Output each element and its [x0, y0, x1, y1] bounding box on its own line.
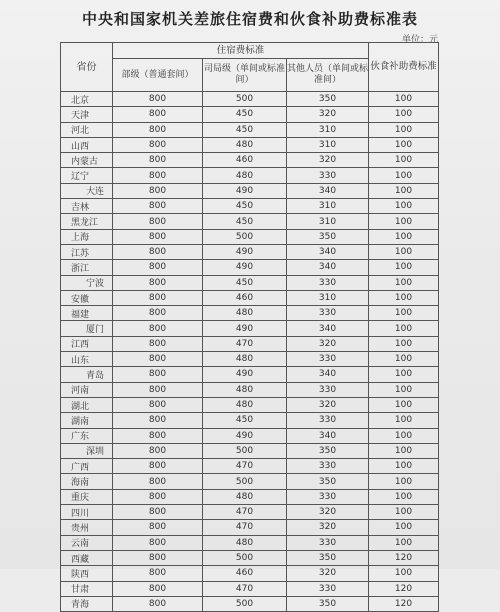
ministerial-rate-cell: 800 — [113, 122, 203, 137]
meal-allowance-cell: 120 — [369, 550, 439, 565]
others-rate-cell: 310 — [287, 137, 369, 152]
table-row — [61, 581, 439, 596]
meal-allowance-cell: 100 — [369, 199, 439, 214]
bureau-rate-cell: 490 — [203, 183, 287, 198]
table-row — [61, 397, 439, 412]
document-title: 中央和国家机关差旅住宿费和伙食补助费标准表 — [81, 10, 418, 28]
province-cell: 陕西 — [61, 566, 113, 581]
table-row — [61, 566, 439, 581]
bureau-rate-cell: 480 — [203, 489, 287, 504]
province-cell: 贵州 — [61, 520, 113, 535]
meal-allowance-cell: 100 — [369, 535, 439, 550]
others-rate-cell: 310 — [287, 214, 369, 229]
ministerial-rate-cell: 800 — [113, 290, 203, 305]
bureau-rate-cell: 500 — [203, 596, 287, 611]
ministerial-rate-cell: 800 — [113, 92, 203, 107]
meal-allowance-cell: 100 — [369, 352, 439, 367]
others-rate-cell: 350 — [287, 443, 369, 458]
bureau-rate-cell: 450 — [203, 275, 287, 290]
ministerial-rate-cell: 800 — [113, 596, 203, 611]
others-rate-cell: 330 — [287, 352, 369, 367]
table-body — [61, 92, 439, 612]
others-rate-cell: 340 — [287, 244, 369, 259]
others-rate-cell: 320 — [287, 336, 369, 351]
province-cell: 深圳 — [61, 443, 113, 458]
meal-allowance-cell: 100 — [369, 153, 439, 168]
others-rate-cell: 340 — [287, 260, 369, 275]
bureau-rate-cell: 450 — [203, 199, 287, 214]
bureau-rate-cell: 470 — [203, 336, 287, 351]
meal-allowance-cell: 120 — [369, 596, 439, 611]
others-rate-cell: 310 — [287, 122, 369, 137]
others-rate-cell: 330 — [287, 382, 369, 397]
ministerial-rate-cell: 800 — [113, 183, 203, 198]
table-row — [61, 550, 439, 565]
table-row — [61, 428, 439, 443]
ministerial-rate-cell: 800 — [113, 336, 203, 351]
meal-allowance-cell: 100 — [369, 367, 439, 382]
table-row — [61, 153, 439, 168]
province-cell: 安徽 — [61, 290, 113, 305]
province-cell: 上海 — [61, 229, 113, 244]
bureau-rate-cell: 490 — [203, 428, 287, 443]
meal-allowance-cell: 100 — [369, 566, 439, 581]
table-row — [61, 107, 439, 122]
province-cell: 辽宁 — [61, 168, 113, 183]
ministerial-rate-cell: 800 — [113, 382, 203, 397]
table-row — [61, 122, 439, 137]
ministerial-rate-cell: 800 — [113, 168, 203, 183]
meal-allowance-cell: 100 — [369, 260, 439, 275]
meal-allowance-cell: 100 — [369, 397, 439, 412]
others-rate-cell: 320 — [287, 505, 369, 520]
others-rate-cell: 340 — [287, 183, 369, 198]
others-rate-cell: 330 — [287, 168, 369, 183]
ministerial-rate-cell: 800 — [113, 306, 203, 321]
table-row — [61, 168, 439, 183]
province-cell: 云南 — [61, 535, 113, 550]
province-cell: 江苏 — [61, 244, 113, 259]
ministerial-rate-cell: 800 — [113, 459, 203, 474]
province-cell: 青海 — [61, 596, 113, 611]
others-rate-cell: 350 — [287, 229, 369, 244]
province-cell: 黑龙江 — [61, 214, 113, 229]
others-rate-cell: 340 — [287, 428, 369, 443]
bureau-rate-cell: 460 — [203, 566, 287, 581]
table-row — [61, 382, 439, 397]
province-cell: 海南 — [61, 474, 113, 489]
others-rate-cell: 310 — [287, 199, 369, 214]
bureau-rate-cell: 480 — [203, 306, 287, 321]
table-row — [61, 244, 439, 259]
bureau-rate-cell: 500 — [203, 443, 287, 458]
meal-allowance-cell: 100 — [369, 229, 439, 244]
table-row — [61, 199, 439, 214]
bureau-rate-cell: 490 — [203, 321, 287, 336]
province-cell: 四川 — [61, 505, 113, 520]
ministerial-rate-cell: 800 — [113, 489, 203, 504]
others-rate-cell: 330 — [287, 489, 369, 504]
province-cell: 河北 — [61, 122, 113, 137]
ministerial-rate-cell: 800 — [113, 229, 203, 244]
table-row — [61, 596, 439, 611]
table-row — [61, 520, 439, 535]
bureau-rate-cell: 470 — [203, 459, 287, 474]
others-rate-cell: 320 — [287, 520, 369, 535]
table-row — [61, 474, 439, 489]
others-rate-cell: 350 — [287, 550, 369, 565]
meal-allowance-cell: 100 — [369, 520, 439, 535]
bureau-rate-cell: 500 — [203, 474, 287, 489]
unit-label: 单位：元 — [401, 35, 438, 45]
table-row — [61, 352, 439, 367]
header-meal: 伙食补助费标准 — [369, 43, 439, 92]
province-cell: 湖南 — [61, 413, 113, 428]
header-lodging-group: 住宿费标准 — [113, 43, 369, 59]
province-cell: 内蒙古 — [61, 153, 113, 168]
bureau-rate-cell: 480 — [203, 352, 287, 367]
meal-allowance-cell: 100 — [369, 183, 439, 198]
bureau-rate-cell: 470 — [203, 581, 287, 596]
ministerial-rate-cell: 800 — [113, 443, 203, 458]
meal-allowance-cell: 100 — [369, 306, 439, 321]
ministerial-rate-cell: 800 — [113, 566, 203, 581]
bureau-rate-cell: 470 — [203, 505, 287, 520]
table-row — [61, 137, 439, 152]
meal-allowance-cell: 100 — [369, 382, 439, 397]
ministerial-rate-cell: 800 — [113, 413, 203, 428]
others-rate-cell: 320 — [287, 566, 369, 581]
ministerial-rate-cell: 800 — [113, 520, 203, 535]
table-row — [61, 260, 439, 275]
ministerial-rate-cell: 800 — [113, 321, 203, 336]
bureau-rate-cell: 450 — [203, 413, 287, 428]
table-row — [61, 489, 439, 504]
province-cell: 广西 — [61, 459, 113, 474]
ministerial-rate-cell: 800 — [113, 397, 203, 412]
meal-allowance-cell: 100 — [369, 413, 439, 428]
province-cell: 西藏 — [61, 550, 113, 565]
province-cell: 重庆 — [61, 489, 113, 504]
ministerial-rate-cell: 800 — [113, 137, 203, 152]
table-row — [61, 275, 439, 290]
others-rate-cell: 330 — [287, 581, 369, 596]
meal-allowance-cell: 100 — [369, 336, 439, 351]
ministerial-rate-cell: 800 — [113, 260, 203, 275]
header-others: 其他人员（单间或标准间） — [287, 59, 369, 92]
province-cell: 吉林 — [61, 199, 113, 214]
province-cell: 北京 — [61, 92, 113, 107]
bureau-rate-cell: 500 — [203, 229, 287, 244]
meal-allowance-cell: 100 — [369, 122, 439, 137]
ministerial-rate-cell: 800 — [113, 505, 203, 520]
ministerial-rate-cell: 800 — [113, 428, 203, 443]
bureau-rate-cell: 480 — [203, 137, 287, 152]
province-cell: 河南 — [61, 382, 113, 397]
others-rate-cell: 330 — [287, 306, 369, 321]
others-rate-cell: 330 — [287, 459, 369, 474]
others-rate-cell: 320 — [287, 153, 369, 168]
table-row — [61, 214, 439, 229]
table-row — [61, 183, 439, 198]
bureau-rate-cell: 460 — [203, 153, 287, 168]
province-cell: 宁波 — [61, 275, 113, 290]
meal-allowance-cell: 100 — [369, 474, 439, 489]
table-row — [61, 92, 439, 107]
meal-allowance-cell: 120 — [369, 581, 439, 596]
ministerial-rate-cell: 800 — [113, 214, 203, 229]
province-cell: 青岛 — [61, 367, 113, 382]
meal-allowance-cell: 100 — [369, 505, 439, 520]
bureau-rate-cell: 490 — [203, 260, 287, 275]
others-rate-cell: 340 — [287, 367, 369, 382]
meal-allowance-cell: 100 — [369, 321, 439, 336]
province-cell: 甘肃 — [61, 581, 113, 596]
table-row — [61, 535, 439, 550]
bureau-rate-cell: 450 — [203, 107, 287, 122]
bureau-rate-cell: 490 — [203, 367, 287, 382]
table-row — [61, 413, 439, 428]
ministerial-rate-cell: 800 — [113, 474, 203, 489]
bureau-rate-cell: 490 — [203, 244, 287, 259]
standards-table — [60, 42, 439, 612]
province-cell: 浙江 — [61, 260, 113, 275]
table-row — [61, 321, 439, 336]
meal-allowance-cell: 100 — [369, 428, 439, 443]
bureau-rate-cell: 450 — [203, 122, 287, 137]
province-cell: 山西 — [61, 137, 113, 152]
others-rate-cell: 350 — [287, 92, 369, 107]
ministerial-rate-cell: 800 — [113, 550, 203, 565]
ministerial-rate-cell: 800 — [113, 535, 203, 550]
others-rate-cell: 320 — [287, 397, 369, 412]
others-rate-cell: 320 — [287, 107, 369, 122]
meal-allowance-cell: 100 — [369, 290, 439, 305]
others-rate-cell: 330 — [287, 535, 369, 550]
bureau-rate-cell: 480 — [203, 382, 287, 397]
meal-allowance-cell: 100 — [369, 459, 439, 474]
bureau-rate-cell: 480 — [203, 535, 287, 550]
header-province: 省份 — [61, 43, 113, 92]
meal-allowance-cell: 100 — [369, 92, 439, 107]
table-row — [61, 443, 439, 458]
province-cell: 广东 — [61, 428, 113, 443]
province-cell: 厦门 — [61, 321, 113, 336]
ministerial-rate-cell: 800 — [113, 244, 203, 259]
ministerial-rate-cell: 800 — [113, 107, 203, 122]
table-row — [61, 290, 439, 305]
others-rate-cell: 350 — [287, 474, 369, 489]
ministerial-rate-cell: 800 — [113, 367, 203, 382]
ministerial-rate-cell: 800 — [113, 352, 203, 367]
province-cell: 江西 — [61, 336, 113, 351]
ministerial-rate-cell: 800 — [113, 153, 203, 168]
province-cell: 天津 — [61, 107, 113, 122]
others-rate-cell: 350 — [287, 596, 369, 611]
header-bureau: 司局级（单间或标准间） — [203, 59, 287, 92]
ministerial-rate-cell: 800 — [113, 581, 203, 596]
province-cell: 山东 — [61, 352, 113, 367]
table-row — [61, 229, 439, 244]
province-cell: 福建 — [61, 306, 113, 321]
meal-allowance-cell: 100 — [369, 214, 439, 229]
meal-allowance-cell: 100 — [369, 443, 439, 458]
meal-allowance-cell: 100 — [369, 489, 439, 504]
bureau-rate-cell: 470 — [203, 520, 287, 535]
bureau-rate-cell: 480 — [203, 397, 287, 412]
bureau-rate-cell: 480 — [203, 168, 287, 183]
others-rate-cell: 340 — [287, 321, 369, 336]
table-row — [61, 505, 439, 520]
meal-allowance-cell: 100 — [369, 168, 439, 183]
meal-allowance-cell: 100 — [369, 275, 439, 290]
province-cell: 大连 — [61, 183, 113, 198]
others-rate-cell: 330 — [287, 413, 369, 428]
ministerial-rate-cell: 800 — [113, 275, 203, 290]
meal-allowance-cell: 100 — [369, 137, 439, 152]
province-cell: 湖北 — [61, 397, 113, 412]
header-ministerial: 部级（普通套间） — [113, 59, 203, 92]
table-row — [61, 306, 439, 321]
bureau-rate-cell: 500 — [203, 550, 287, 565]
bureau-rate-cell: 460 — [203, 290, 287, 305]
table-row — [61, 336, 439, 351]
bureau-rate-cell: 450 — [203, 214, 287, 229]
others-rate-cell: 330 — [287, 275, 369, 290]
table-row — [61, 459, 439, 474]
meal-allowance-cell: 100 — [369, 244, 439, 259]
bureau-rate-cell: 500 — [203, 92, 287, 107]
meal-allowance-cell: 100 — [369, 107, 439, 122]
others-rate-cell: 310 — [287, 290, 369, 305]
ministerial-rate-cell: 800 — [113, 199, 203, 214]
table-row — [61, 367, 439, 382]
